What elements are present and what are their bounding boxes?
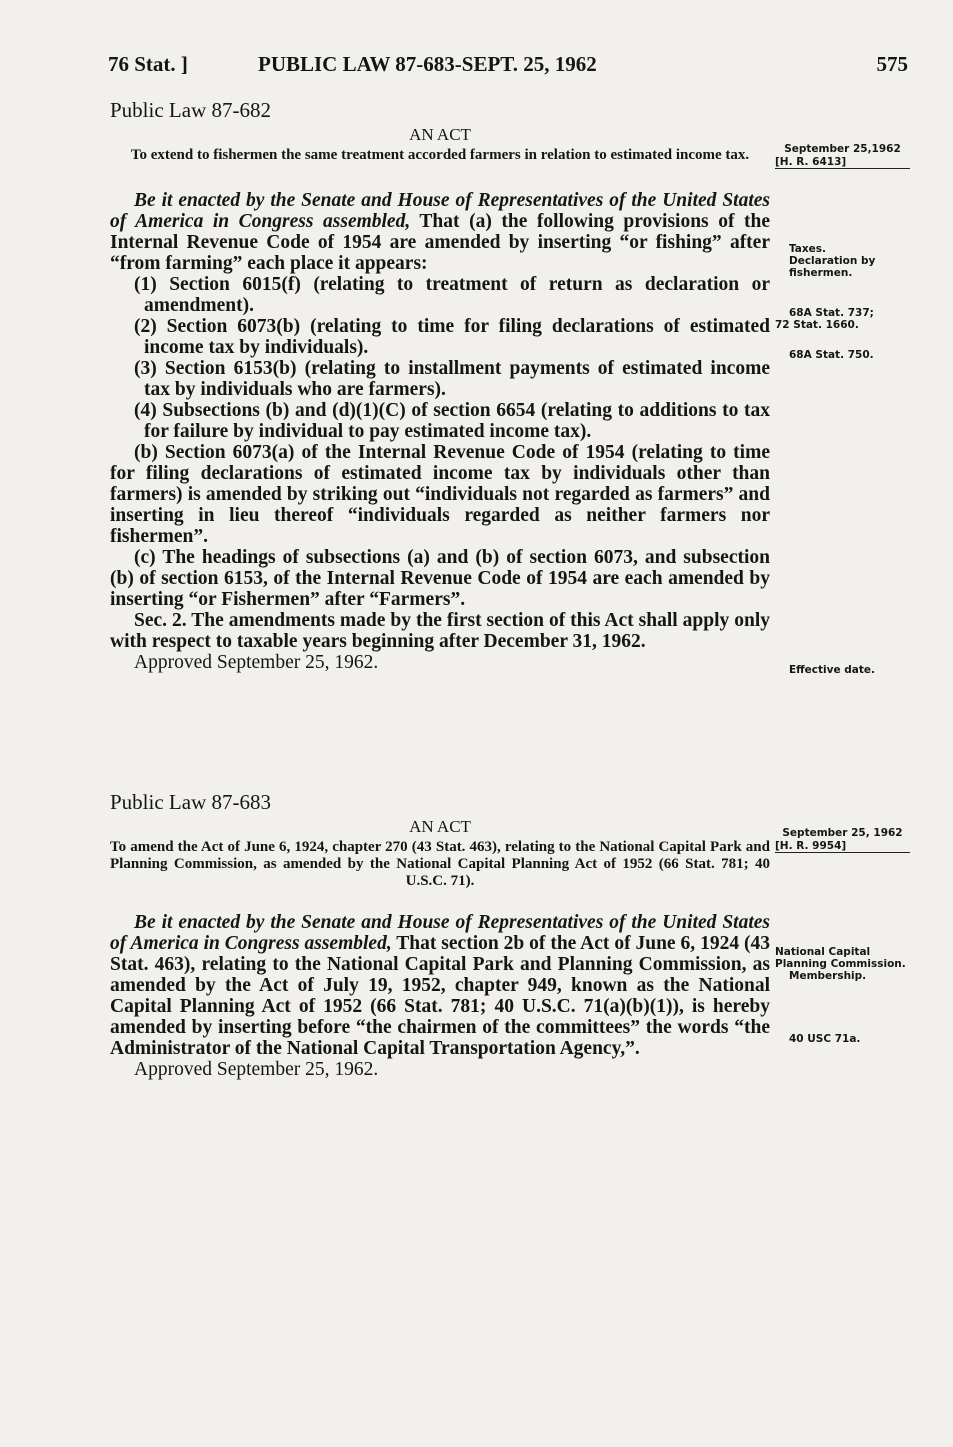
section-2: Sec. 2. The amendments made by the first section of this Act shall apply only with respect to taxable years beginning after December 31, 1962. — [110, 610, 770, 652]
item-1: (1) Section 6015(f) (relating to treatment of return as declaration or amendment). — [134, 274, 770, 316]
running-header — [108, 52, 908, 82]
margin-note-taxes: Taxes. Declaration by fishermen. — [789, 243, 876, 279]
volume-reference: 76 Stat. ] — [108, 52, 188, 76]
margin-date: September 25, 1962 — [782, 827, 903, 839]
page-number: 575 — [876, 52, 908, 76]
public-law-87-682 — [110, 98, 770, 673]
margin-note-effective-date: Effective date. — [789, 664, 875, 676]
law-title: Public Law 87-682 — [110, 98, 271, 122]
act-heading: AN ACT — [409, 125, 471, 144]
margin-date: September 25,1962 — [784, 143, 901, 155]
margin-note-stat-750: 68A Stat. 750. — [789, 349, 874, 361]
margin-note-ncpc: National Capital Planning Commission. Membership. — [775, 946, 906, 982]
item-3: (3) Section 6153(b) (relating to installment payments of estimated income tax by individuals who are farmers). — [134, 358, 770, 400]
act-purpose: To amend the Act of June 6, 1924, chapter 270 (43 Stat. 463), relating to the National Capital Park and Planning Commission, as amended by the National Capital Planning Act of 1952 (66 Stat. 781; 40 U.S.C. 71). — [110, 839, 770, 889]
enacting-clause: Be it enacted by the Senate and House of Representatives of the United States of America in Congress assembled, — [110, 190, 770, 232]
law-title: Public Law 87-683 — [110, 790, 271, 814]
margin-note-stat-737: 68A Stat. 737; 72 Stat. 1660. — [775, 307, 874, 331]
enacting-clause: Be it enacted by the Senate and House of Representatives of the United States of America in Congress assembled, — [110, 912, 770, 954]
act-heading: AN ACT — [409, 817, 471, 836]
act-purpose: To extend to fishermen the same treatment accorded farmers in relation to estimated income tax. — [130, 147, 750, 163]
section-1-intro: That (a) the following provisions of the Internal Revenue Code of 1954 are amended by inserting “or fishing” after “from farming” each place it appears: — [110, 211, 770, 274]
running-title: PUBLIC LAW 87-683-SEPT. 25, 1962 — [258, 52, 597, 76]
public-law-87-683 — [110, 790, 770, 1080]
approval-date: Approved September 25, 1962. — [134, 1059, 379, 1080]
margin-bill-number: [H. R. 6413] — [775, 156, 910, 169]
approval-date: Approved September 25, 1962. — [134, 652, 379, 673]
margin-bill-number: [H. R. 9954] — [775, 840, 910, 853]
section-body: That section 2b of the Act of June 6, 1924 (43 Stat. 463), relating to the National Capital Park and Planning Commission, as amended by the Act of July 19, 1952, chapter 949, known as the National Capital Planning Act of 1952 (66 Stat. 781; 40 U.S.C. 71(a)(b)(1)), is hereby amended by inserting before “the chairmen of the committees” the words “the Administrator of the National Capital Transportation Agency,”. — [110, 933, 770, 1059]
item-2: (2) Section 6073(b) (relating to time for filing declarations of estimated income tax by individuals). — [134, 316, 770, 358]
paragraph-b: (b) Section 6073(a) of the Internal Revenue Code of 1954 (relating to time for filing declarations of estimated income tax by individuals other than farmers) is amended by striking out “individuals not regarded as farmers” and inserting in lieu thereof “individuals regarded as neither farmers nor fishermen”. — [110, 442, 770, 547]
item-4: (4) Subsections (b) and (d)(1)(C) of section 6654 (relating to additions to tax for failure by individual to pay estimated income tax). — [134, 400, 770, 442]
paragraph-c: (c) The headings of subsections (a) and (b) of section 6073, and subsection (b) of section 6153, of the Internal Revenue Code of 1954 are each amended by inserting “or Fishermen” after “Farmers”. — [110, 547, 770, 610]
margin-note-usc: 40 USC 71a. — [789, 1033, 861, 1045]
